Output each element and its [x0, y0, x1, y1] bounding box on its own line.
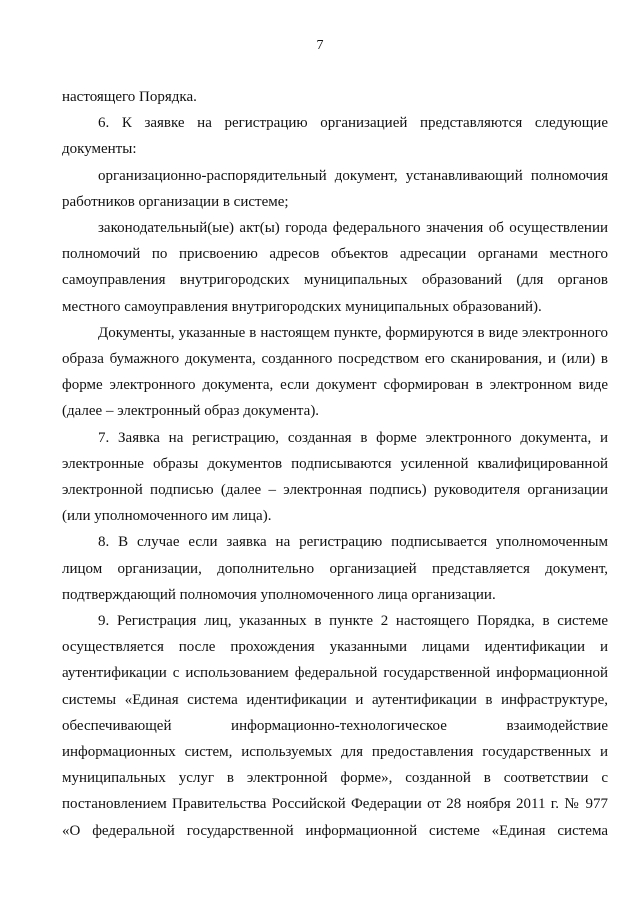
page-number: 7	[316, 38, 324, 53]
document-body	[62, 84, 608, 844]
paragraph-legislative-acts: законодательный(ые) акт(ы) города федерального значения об осуществлении полномочий по присвоению адресов объектов адресации органами местного самоуправления внутригородских муниципальных образований (для органов местного самоуправления внутригородских муниципальных образований).	[62, 220, 608, 315]
paragraph-continuation: настоящего Порядка.	[62, 89, 197, 105]
paragraph-item-7: 7. Заявка на регистрацию, созданная в форме электронного документа, и электронные образы документов подписываются усиленной квалифицированной электронной подписью (далее – электронная подпись) руководителя организации (или уполномоченного им лица).	[62, 429, 608, 525]
paragraph-org-document: организационно-распорядительный документ, устанавливающий полномочия работников организации в системе;	[62, 167, 608, 210]
paragraph-item-9: 9. Регистрация лиц, указанных в пункте 2 настоящего Порядка, в системе осуществляется после прохождения указанными лицами идентификации и аутентификации с использованием федеральной государственной информационной системы «Единая система идентификации и аутентификации в инфраструктуре, обеспечивающей информационно-технологическое взаимодействие информационных систем, используемых для предоставления государственных и муниципальных услуг в электронной форме», созданной в соответствии с постановлением Правительства Российской Федерации от 28 ноября 2011 г. № 977 «О федеральной государственной информационной системе «Единая система	[62, 613, 608, 839]
paragraph-item-6: 6. К заявке на регистрацию организацией представляются следующие документы:	[62, 115, 608, 158]
paragraph-item-8: 8. В случае если заявка на регистрацию подписывается уполномоченным лицом организации, дополнительно организацией представляется документ, подтверждающий полномочия уполномоченного лица организации.	[62, 534, 608, 603]
paragraph-electronic-image: Документы, указанные в настоящем пункте, формируются в виде электронного образа бумажного документа, созданного посредством его сканирования, и (или) в форме электронного документа, если документ сформирован в электронном виде (далее – электронный образ документа).	[62, 324, 608, 420]
